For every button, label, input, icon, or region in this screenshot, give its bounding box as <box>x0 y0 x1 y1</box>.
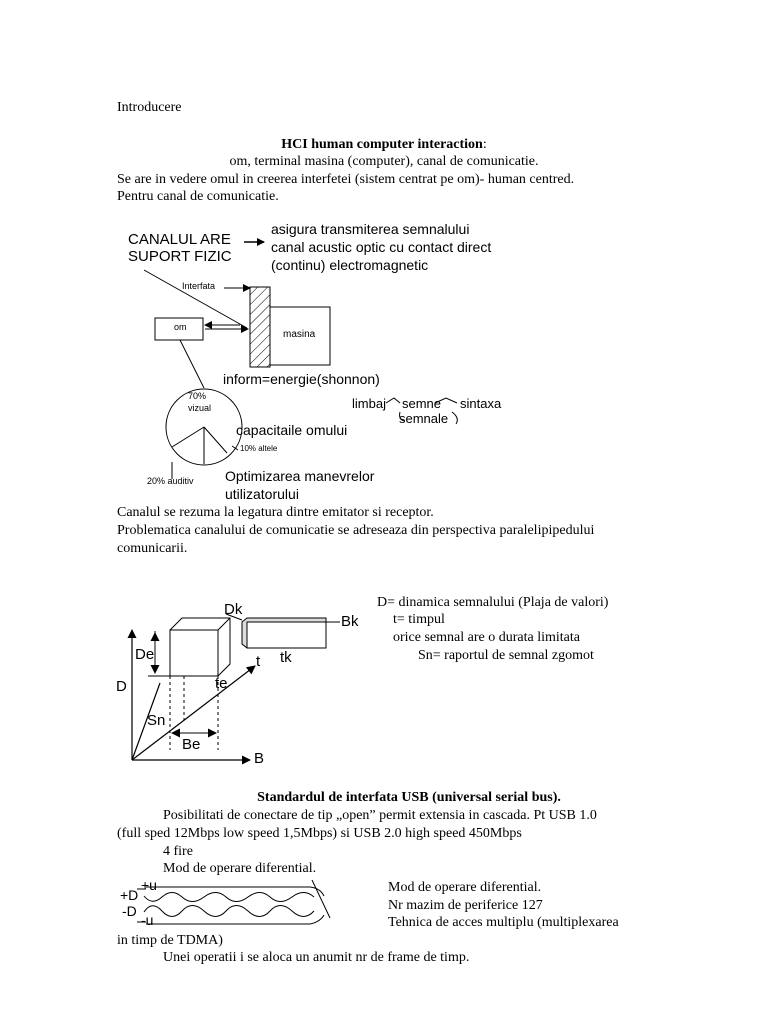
usb-paragraph-line-1: Posibilitati de conectare de tip „open” permit extensia in cascada. Pt USB 1.0 <box>163 808 597 823</box>
d-axis-label: D <box>116 678 127 695</box>
sn-label: Sn <box>147 712 166 729</box>
asigura-label: asigura transmiterea semnalului <box>271 221 470 237</box>
t-definition: t= timpul <box>393 612 445 627</box>
suport-fizic-label: SUPORT FIZIC <box>128 248 232 265</box>
vizual-percent: 70% <box>188 391 207 401</box>
semne-label: semne <box>402 396 442 411</box>
tehnica-line: Tehnica de acces multiplu (multiplexarea <box>388 915 619 930</box>
inform-label: inform=energie(shonnon) <box>223 371 380 387</box>
canal-rezuma-line: Canalul se rezuma la legatura dintre emitator si receptor. <box>117 505 434 520</box>
continu-label: (continu) electromagnetic <box>271 257 429 273</box>
wire-minus-d <box>144 906 314 917</box>
fire-line: 4 fire <box>163 844 193 859</box>
minus-u-label: -u <box>141 912 154 928</box>
bk-label: Bk <box>341 613 359 630</box>
vizual-label: vizual <box>188 403 212 413</box>
canal-intro-line: Pentru canal de comunicatie. <box>117 189 279 204</box>
mod-operare-line: Mod de operare diferential. <box>163 861 317 876</box>
optimizarea-label: Optimizarea manevrelor <box>225 468 375 484</box>
canal-acustic-label: canal acustic optic cu contact direct <box>271 239 492 255</box>
dk-label: Dk <box>224 601 243 618</box>
masina-label: masina <box>283 329 316 340</box>
be-label: Be <box>182 736 201 753</box>
plus-d-label: +D <box>120 887 139 903</box>
plus-u-label: +u <box>141 877 157 893</box>
om-label: om <box>174 322 187 332</box>
minus-d-label: -D <box>122 903 137 919</box>
de-label: De <box>135 646 155 663</box>
tk-label: tk <box>280 649 292 666</box>
t-axis-label: t <box>256 653 261 670</box>
intro-heading: Introducere <box>117 100 182 115</box>
d-definition: D= dinamica semnalului (Plaja de valori) <box>377 595 609 610</box>
hci-title-colon: : <box>482 137 487 152</box>
canal-are-label: CANALUL ARE <box>128 231 231 248</box>
cable-end-right <box>312 880 330 918</box>
interfata-label: Interfata <box>182 281 216 291</box>
sintaxa-label: sintaxa <box>460 396 502 411</box>
tdma-line: in timp de TDMA) <box>117 933 223 948</box>
semnale-label: semnale <box>399 411 449 426</box>
problematica-line-2: comunicarii. <box>117 541 188 556</box>
limbaj-label: limbaj <box>352 396 386 411</box>
hci-title-text: HCI human computer interaction <box>281 137 483 152</box>
sn-definition: Sn= raportul de semnal zgomot <box>418 648 594 663</box>
capacitaile-label: capacitaile omului <box>236 422 348 438</box>
mod-operare-line-2: Mod de operare diferential. <box>388 880 542 895</box>
usb-paragraph-line-2: (full sped 12Mbps low speed 1,5Mbps) si USB 2.0 high speed 450Mbps <box>117 826 522 841</box>
nr-maxim-line: Nr mazim de periferice 127 <box>388 898 543 913</box>
b-axis-label: B <box>254 750 265 767</box>
unei-operatii-line: Unei operatii i se aloca un anumit nr de frame de timp. <box>163 950 470 965</box>
human-centred-line: Se are in vedere omul in creerea interfetei (sistem centrat pe om)- human centred. <box>117 172 575 187</box>
altele-label: 10% altele <box>240 444 278 453</box>
hci-line: om, terminal masina (computer), canal de comunicatie. <box>229 154 539 169</box>
wire-plus-d <box>144 893 314 902</box>
cable-top-edge <box>146 887 324 896</box>
problematica-line-1: Problematica canalului de comunicatie se adreseaza din perspectiva paralelipipedului <box>117 523 595 538</box>
auditiv-label: 20% auditiv <box>147 476 194 486</box>
orice-semnal-line: orice semnal are o durata limitata <box>393 630 580 645</box>
te-label: te <box>215 675 228 692</box>
usb-heading: Standardul de interfata USB (universal serial bus). <box>257 790 561 805</box>
utilizatorului-label: utilizatorului <box>225 486 299 502</box>
